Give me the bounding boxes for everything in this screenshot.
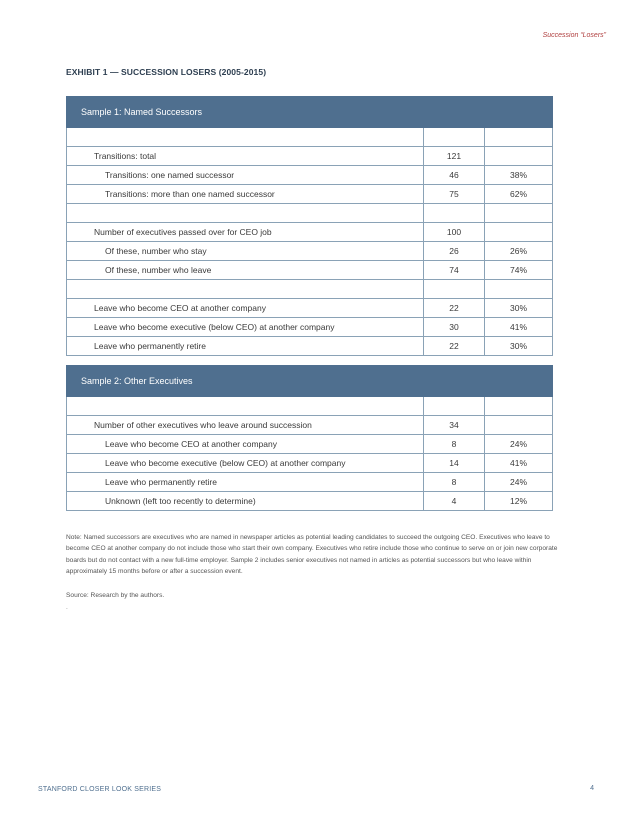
row-label: Transitions: total xyxy=(94,151,157,161)
row-label: Leave who become executive (below CEO) at another company xyxy=(105,458,346,468)
row-label: Leave who become CEO at another company xyxy=(94,303,266,313)
sample1-rows xyxy=(66,128,553,356)
row-label: Leave who become executive (below CEO) at another company xyxy=(94,322,335,332)
table-row xyxy=(66,435,553,454)
table-row xyxy=(66,261,553,280)
row-percent xyxy=(484,128,552,146)
table-row xyxy=(66,204,553,223)
row-percent xyxy=(484,223,552,241)
row-percent xyxy=(484,397,552,415)
page-number: 4 xyxy=(590,785,594,792)
table-note: Note: Named successors are executives who are named in newspaper articles as potential leading candidates to succeed the outgoing CEO. Executives who leave to become CEO at another company do not include those who start their own company. Executives who retire include those who continue to serve on or join new corporate boards but do not contact with a new full-time employer. Sample 2 includes senior executives not named in articles as potential successors but who leave within approximately 15 months before or after a succession event. xyxy=(66,534,558,576)
row-count: 121 xyxy=(423,147,484,165)
sample2-rows xyxy=(66,397,553,511)
sample2-table xyxy=(66,365,553,511)
table-row xyxy=(66,280,553,299)
sample1-table xyxy=(66,96,553,356)
row-percent: 24% xyxy=(484,435,552,453)
row-count xyxy=(423,280,484,298)
table-row xyxy=(66,397,553,416)
row-count: 34 xyxy=(423,416,484,434)
row-count: 22 xyxy=(423,337,484,355)
row-label xyxy=(67,204,423,222)
row-percent: 30% xyxy=(484,299,552,317)
table-row xyxy=(66,185,553,204)
row-percent: 41% xyxy=(484,318,552,336)
row-count: 46 xyxy=(423,166,484,184)
row-label: Unknown (left too recently to determine) xyxy=(105,496,256,506)
table-row xyxy=(66,147,553,166)
table-row xyxy=(66,492,553,511)
row-percent: 12% xyxy=(484,492,552,510)
row-label: Of these, number who stay xyxy=(105,246,207,256)
row-percent: 38% xyxy=(484,166,552,184)
table-row xyxy=(66,454,553,473)
row-percent: 62% xyxy=(484,185,552,203)
table-row xyxy=(66,223,553,242)
row-percent xyxy=(484,280,552,298)
row-percent xyxy=(484,416,552,434)
row-label: Number of other executives who leave around succession xyxy=(94,420,312,430)
row-label: Of these, number who leave xyxy=(105,265,212,275)
source-line: Source: Research by the authors. xyxy=(66,592,165,599)
row-percent: 74% xyxy=(484,261,552,279)
row-label xyxy=(67,128,423,146)
table-row xyxy=(66,318,553,337)
row-count: 14 xyxy=(423,454,484,472)
row-label: Leave who permanently retire xyxy=(105,477,217,487)
row-percent: 26% xyxy=(484,242,552,260)
row-percent: 24% xyxy=(484,473,552,491)
row-percent xyxy=(484,204,552,222)
row-label: Number of executives passed over for CEO job xyxy=(94,227,272,237)
row-count: 26 xyxy=(423,242,484,260)
row-label: Transitions: one named successor xyxy=(105,170,235,180)
row-label: Transitions: more than one named successor xyxy=(105,189,275,199)
row-count: 8 xyxy=(423,435,484,453)
row-label xyxy=(67,280,423,298)
table-row xyxy=(66,473,553,492)
row-percent: 30% xyxy=(484,337,552,355)
row-count xyxy=(423,397,484,415)
footer-series: STANFORD CLOSER LOOK SERIES xyxy=(38,786,162,793)
table-row xyxy=(66,337,553,356)
row-percent: 41% xyxy=(484,454,552,472)
row-count xyxy=(423,128,484,146)
row-label xyxy=(67,397,423,415)
exhibit-title: EXHIBIT 1 — SUCCESSION LOSERS (2005-2015) xyxy=(66,67,267,77)
row-label: Leave who become CEO at another company xyxy=(105,439,277,449)
sample2-header: Sample 2: Other Executives xyxy=(66,365,553,397)
table-row xyxy=(66,416,553,435)
trailing-mark: . xyxy=(66,604,68,611)
row-count: 74 xyxy=(423,261,484,279)
running-title: Succession “Losers” xyxy=(542,32,606,39)
row-count: 100 xyxy=(423,223,484,241)
table-row xyxy=(66,166,553,185)
row-count: 75 xyxy=(423,185,484,203)
row-count: 8 xyxy=(423,473,484,491)
sample1-header: Sample 1: Named Successors xyxy=(66,96,553,128)
row-label: Leave who permanently retire xyxy=(94,341,206,351)
row-count: 4 xyxy=(423,492,484,510)
table-row xyxy=(66,128,553,147)
row-count xyxy=(423,204,484,222)
row-count: 22 xyxy=(423,299,484,317)
table-row xyxy=(66,242,553,261)
row-percent xyxy=(484,147,552,165)
table-row xyxy=(66,299,553,318)
row-count: 30 xyxy=(423,318,484,336)
